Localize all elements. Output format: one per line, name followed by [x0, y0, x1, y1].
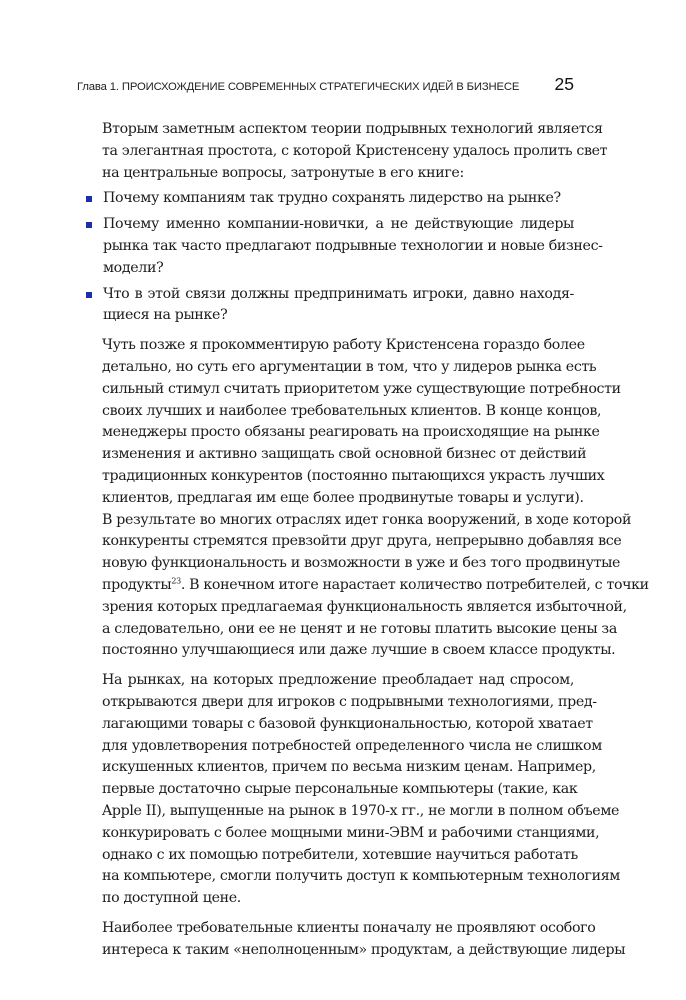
footnote-reference: 23	[171, 576, 181, 586]
text-line: та элегантная простота, с которой Кристенсену удалось пролить свет	[102, 142, 608, 159]
text-line: детально, но суть его аргументации в том, что у лидеров рынка есть	[102, 358, 597, 375]
text-line: В результате во многих отраслях идет гонка вооружений, в ходе которой	[102, 511, 632, 528]
page-number: 25	[554, 74, 574, 94]
paragraph-2	[77, 335, 649, 662]
text-line: искушенных клиентов, причем по весьма низким ценам. Например,	[102, 759, 596, 776]
text-line: на компьютере, смогли получить доступ к компьютерным технологиям	[102, 868, 620, 885]
text-line: открываются двери для игроков с подрывными технологиями, пред-	[102, 693, 597, 710]
text-line: сильный стимул считать приоритетом уже существующие потребности	[102, 380, 621, 397]
running-header	[77, 74, 574, 95]
text-line: Что в этой связи должны предпринимать игроки, давно находя-	[103, 285, 574, 302]
chapter-title: Глава 1. ПРОИСХОЖДЕНИЕ СОВРЕМЕННЫХ СТРАТЕГИЧЕСКИХ ИДЕЙ В БИЗНЕСЕ	[77, 81, 520, 93]
text-line: Почему компаниям так трудно сохранять лидерство на рынке?	[103, 190, 561, 207]
text-line: менеджеры просто обязаны реагировать на происходящие на рынке	[102, 424, 600, 441]
text-line: Чуть позже я прокомментирую работу Кристенсена гораздо более	[102, 337, 585, 354]
list-item	[77, 284, 574, 328]
list-item	[77, 214, 603, 279]
text-line: постоянно улучшающиеся или даже лучшие в своем классе продукты.	[102, 642, 616, 659]
text-line: рынка так часто предлагают подрывные технологии и новые бизнес-	[103, 237, 603, 254]
text-line: конкуренты стремятся превзойти друг друга, непрерывно добавляя все	[102, 533, 622, 550]
text-line: Вторым заметным аспектом теории подрывных технологий является	[102, 121, 603, 137]
main-text	[77, 119, 649, 961]
text-line: Почему именно компании-новички, а не действующие лидеры	[103, 216, 574, 233]
question-list	[77, 188, 603, 327]
text-line: по доступной цене.	[102, 890, 241, 907]
square-bullet-icon	[86, 292, 92, 298]
text-line: Apple II), выпущенные на рынок в 1970-х гг., не могли в полном объеме	[102, 802, 620, 819]
text-line: клиентов, предлагая им еще более продвинутые товары и услуги).	[102, 489, 584, 506]
text-line: изменения и активно защищать свой основной бизнес от действий	[102, 446, 587, 463]
text-line: На рынках, на которых предложение преобладает над спросом,	[102, 672, 574, 689]
text-line: новую функциональность и возможности в уже и без того продвинутые	[102, 555, 621, 572]
list-item	[77, 188, 574, 210]
text-line: интереса к таким «неполноценным» продуктам, а действующие лидеры	[102, 941, 626, 958]
text-line: однако с их помощью потребители, хотевшие научиться работать	[102, 846, 578, 863]
text-line: первые достаточно сырые персональные компьютеры (такие, как	[102, 781, 578, 798]
text-fragment: продукты	[102, 576, 172, 593]
text-line: на центральные вопросы, затронутые в его книге:	[102, 164, 464, 181]
text-line: лагающими товары с базовой функциональностью, которой хватает	[102, 715, 593, 732]
square-bullet-icon	[86, 222, 92, 228]
text-line: традиционных конкурентов (постоянно пытающихся украсть лучших	[102, 467, 605, 484]
text-line: Наиболее требовательные клиенты поначалу не проявляют особого	[102, 919, 596, 936]
text-line	[77, 575, 649, 597]
text-fragment: . В конечном итоге нарастает количество потребителей, с точки	[180, 576, 649, 593]
text-line: конкурировать с более мощными мини-ЭВМ и рабочими станциями,	[102, 824, 600, 841]
text-line: щиеся на рынке?	[103, 307, 228, 324]
square-bullet-icon	[86, 196, 92, 202]
text-line: зрения которых предлагаемая функциональность является избыточной,	[102, 598, 627, 615]
text-line: а следовательно, они ее не ценят и не готовы платить высокие цены за	[102, 620, 617, 637]
text-line: для удовлетворения потребностей определенного числа не слишком	[102, 737, 602, 754]
text-line: модели?	[103, 259, 164, 276]
paragraph-intro	[77, 119, 608, 184]
paragraph-3	[77, 670, 620, 910]
text-line: своих лучших и наиболее требовательных клиентов. В конце концов,	[102, 402, 602, 419]
paragraph-4	[77, 918, 626, 962]
